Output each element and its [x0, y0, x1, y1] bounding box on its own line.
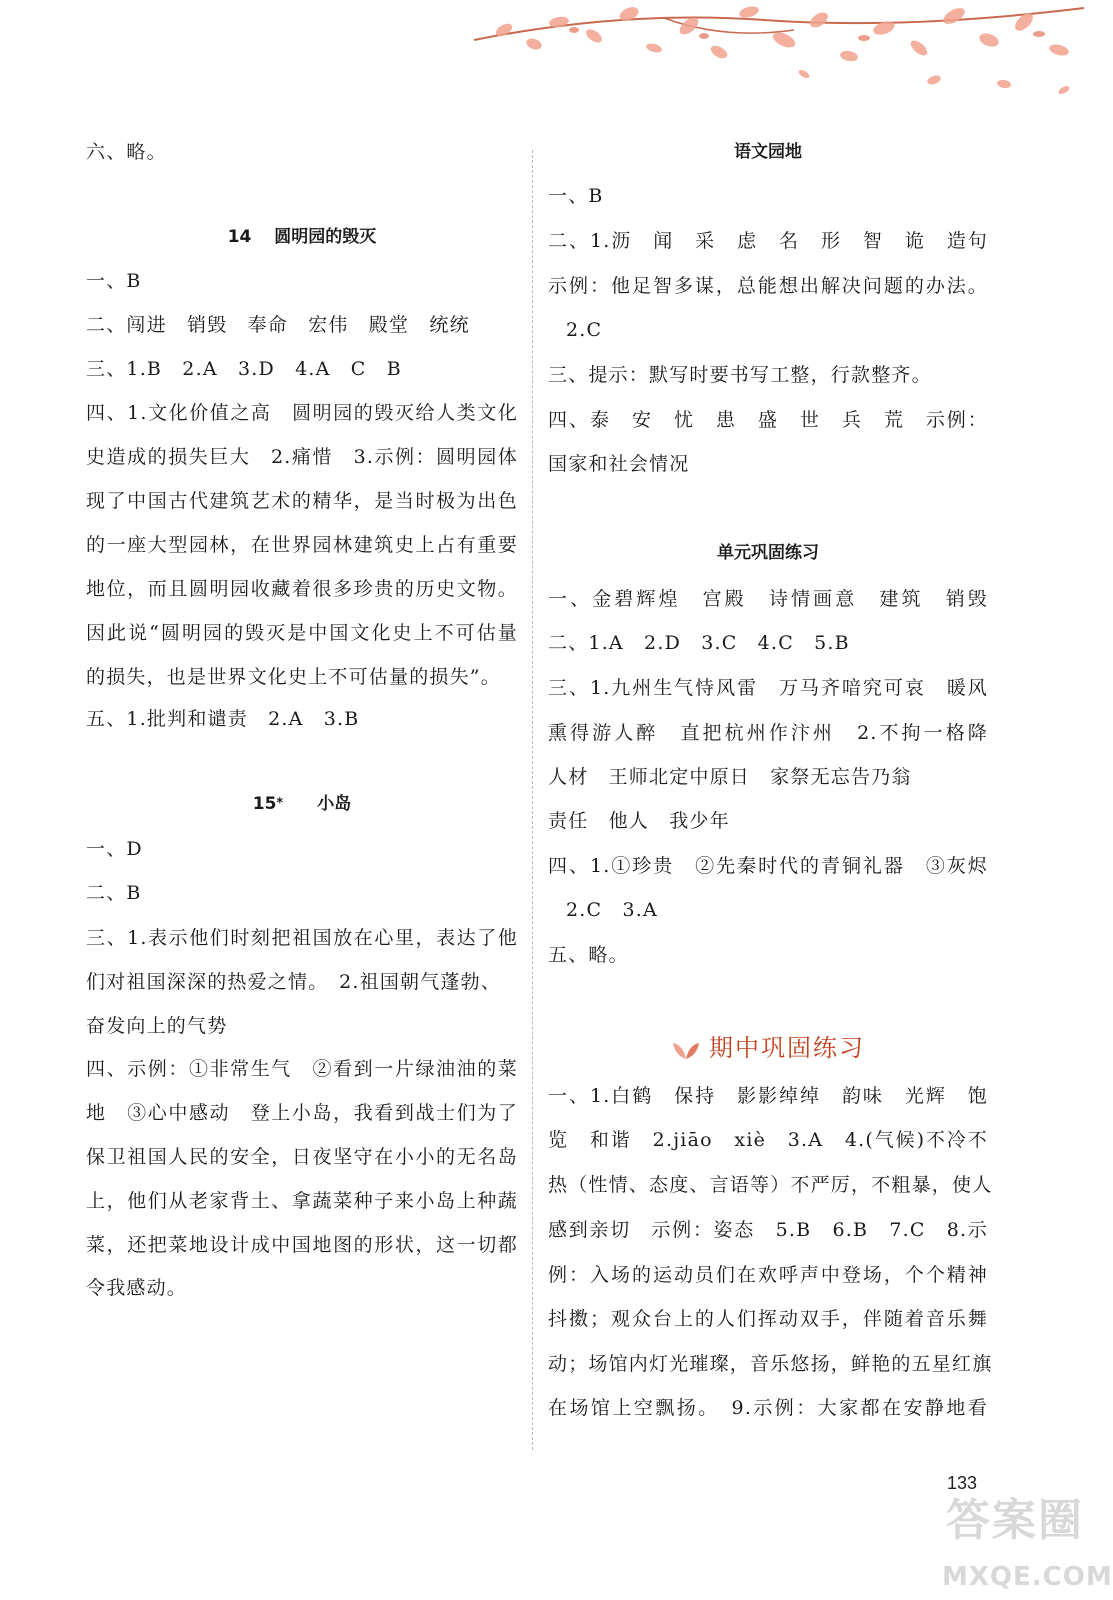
answer-line: 例：入场的运动员们在欢呼声中登场，个个精神 [548, 1264, 988, 1286]
answer-line: 二、闯进 销毁 奉命 宏伟 殿堂 统统 [86, 314, 470, 336]
answer-line: 菜，还把菜地设计成中国地图的形状，这一切都 [86, 1234, 518, 1256]
answer-line: 六、略。 [86, 141, 167, 163]
lesson-number: 14 [227, 227, 252, 247]
answer-line: 地 ③心中感动 登上小岛，我看到战士们为了 [86, 1102, 518, 1124]
answer-line: 二、B [86, 882, 142, 904]
watermark-logo-text: 答案圈 [946, 1495, 1084, 1546]
answer-line: 一、B [548, 185, 604, 207]
answer-line: 三、1.九州生气恃风雷 万马齐喑究可哀 暖风 [548, 677, 988, 699]
leaf-icon [671, 1039, 701, 1061]
section-heading-chinese-garden: 语文园地 [734, 142, 802, 162]
optional-mark: * [276, 796, 284, 811]
answer-line: 一、D [86, 838, 143, 860]
answer-line: 2.C 3.A [566, 899, 658, 921]
answer-line: 热（性情、态度、言语等）不严厉，不粗暴，使人 [548, 1174, 993, 1196]
lesson-15-heading [86, 792, 518, 816]
answer-line: 奋发向上的气势 [86, 1015, 228, 1037]
answer-line: 二、1.A 2.D 3.C 4.C 5.B [548, 632, 850, 654]
answer-line: 令我感动。 [86, 1277, 188, 1299]
midterm-title: 期中巩固练习 [709, 1034, 865, 1062]
lesson-title: 小岛 [317, 794, 352, 814]
blossom-branch-decoration [464, 0, 1084, 110]
section-heading-unit-practice: 单元巩固练习 [717, 543, 819, 563]
answer-line: 一、金碧辉煌 宫殿 诗情画意 建筑 销毁 [548, 588, 988, 610]
answer-line: 五、1.批判和谴责 2.A 3.B [86, 708, 360, 730]
answer-line: 上，他们从老家背土、拿蔬菜种子来小岛上种蔬 [86, 1190, 518, 1212]
answer-line: 二、1.沥 闻 采 虑 名 形 智 诡 造句 [548, 230, 988, 252]
answer-line: 的一座大型园林，在世界园林建筑史上占有重要 [86, 534, 518, 556]
lesson-title: 圆明园的毁灭 [274, 227, 377, 247]
answer-line: 责任 他人 我少年 [548, 810, 730, 832]
page-number: 133 [947, 1473, 978, 1493]
answer-line: 熏得游人醉 直把杭州作汴州 2.不拘一格降 [548, 722, 988, 744]
answer-line: 现了中国古代建筑艺术的精华，是当时极为出色 [86, 490, 518, 512]
answer-line: 四、泰 安 忧 患 盛 世 兵 荒 示例： [548, 409, 988, 431]
watermark [942, 1480, 1113, 1600]
answer-line: 一、B [86, 270, 142, 292]
answer-line: 示例：他足智多谋，总能想出解决问题的办法。 [548, 275, 988, 297]
answer-line: 四、1.①珍贵 ②先秦时代的青铜礼器 ③灰烬 [548, 855, 988, 877]
watermark-site-text: MXQE.COM [942, 1562, 1113, 1592]
answer-line: 览 和谐 2.jiāo xiè 3.A 4.(气候)不冷不 [548, 1129, 988, 1151]
answer-line: 因此说“圆明园的毁灭是中国文化史上不可估量 [86, 622, 518, 644]
answer-line: 三、1.B 2.A 3.D 4.A C B [86, 358, 402, 380]
answer-line: 一、1.白鹤 保持 影影绰绰 韵味 光辉 饱 [548, 1085, 988, 1107]
answer-line: 抖擞；观众台上的人们挥动双手，伴随着音乐舞 [548, 1308, 988, 1330]
answer-line: 地位，而且圆明园收藏着很多珍贵的历史文物。 [86, 578, 518, 600]
lesson-number: 15 [252, 794, 277, 814]
answer-line: 的损失，也是世界文化史上不可估量的损失”。 [86, 666, 501, 688]
answer-line: 感到亲切 示例：姿态 5.B 6.B 7.C 8.示 [548, 1219, 988, 1241]
answer-line: 2.C [566, 319, 603, 341]
answer-line: 四、示例：①非常生气 ②看到一片绿油油的菜 [86, 1058, 518, 1080]
answer-line: 史造成的损失巨大 2.痛惜 3.示例：圆明园体 [86, 446, 518, 468]
answer-line: 在场馆上空飘扬。 9.示例：大家都在安静地看 [548, 1397, 988, 1419]
answer-line: 三、1.表示他们时刻把祖国放在心里，表达了他 [86, 927, 518, 949]
answer-line: 四、1.文化价值之高 圆明园的毁灭给人类文化 [86, 402, 518, 424]
section-heading-midterm [548, 1032, 988, 1064]
lesson-14-heading [86, 225, 518, 249]
answer-line: 们对祖国深深的热爱之情。 2.祖国朝气蓬勃、 [86, 971, 502, 993]
answer-line: 动；场馆内灯光璀璨，音乐悠扬，鲜艳的五星红旗 [548, 1353, 993, 1375]
answer-line: 保卫祖国人民的安全，日夜坚守在小小的无名岛 [86, 1146, 518, 1168]
answer-line: 国家和社会情况 [548, 453, 690, 475]
answer-line: 人材 王师北定中原日 家祭无忘告乃翁 [548, 766, 912, 788]
answer-line: 三、提示：默写时要书写工整，行款整齐。 [548, 364, 932, 386]
answer-line: 五、略。 [548, 944, 629, 966]
column-divider [532, 150, 533, 1450]
